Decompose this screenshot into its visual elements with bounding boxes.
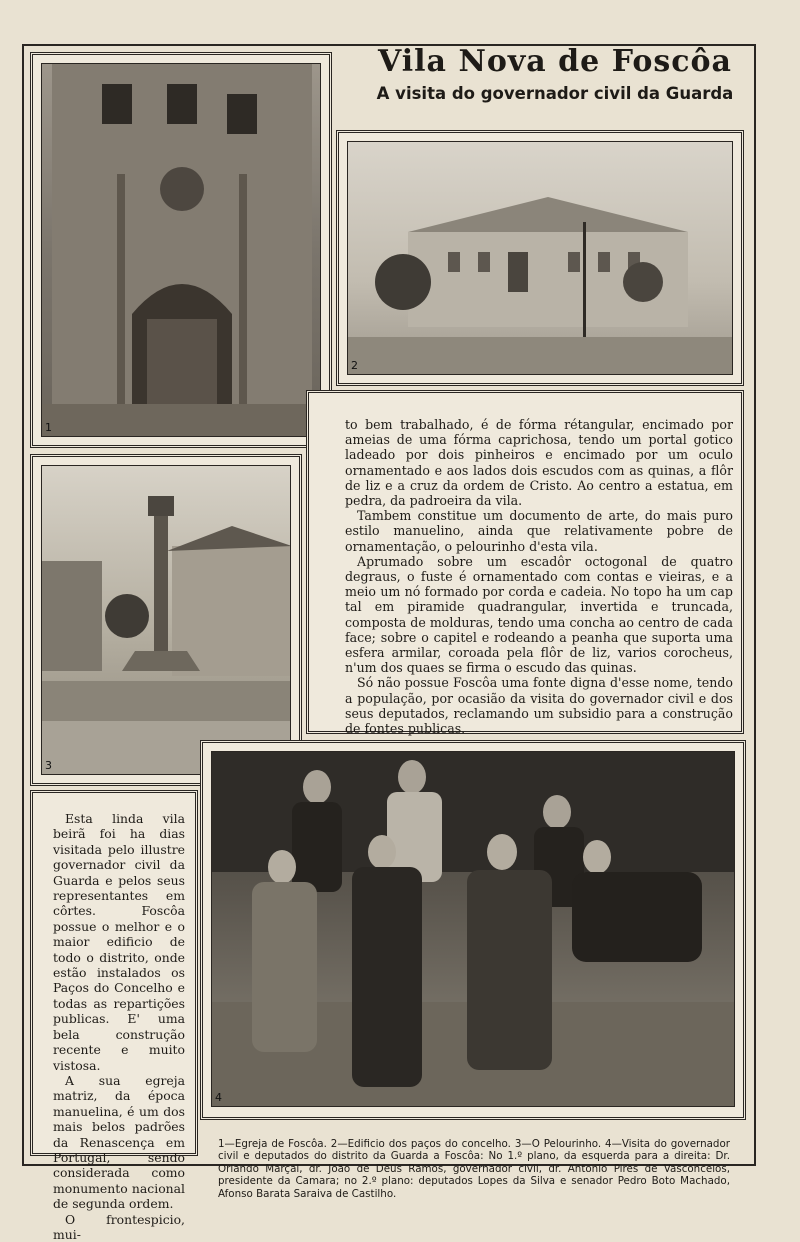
article-paragraph: O frontespicio, mui- [53,1211,185,1242]
church-illustration [42,64,321,437]
photo-frame-2 [336,130,744,386]
pillory-illustration [42,466,291,775]
article-paragraph: Aprumado sobre um escadôr octogonal de quatro degraus, o fuste é ornamentado com contas e vieiras, e a meio um nó formado por corda e cadeia. No topo ha um cap tal em piramide quadrangular, invertida e truncada, composta de molduras, tendo uma concha ao centro de cada face; sobre o capitel e rodeando a peanha que suporta uma esfera armilar, coroada pela flôr de liz, varios corocheus, n'um dos quaes se firma o escudo das quinas. [345,553,733,676]
photo-number-1: 1 [45,421,52,434]
article-left-column [53,811,185,1242]
photo-church [41,63,321,437]
photo-number-3: 3 [45,759,52,772]
article-box-right [306,390,744,737]
photo-frame-4 [200,740,746,1120]
title-block [350,44,760,104]
photo-number-2: 2 [351,359,358,372]
page-subtitle: A visita do governador civil da Guarda [376,84,734,103]
article-paragraph: A sua egreja matriz, da época manuelina, é um dos mais belos padrões da Renascença em Portugal, sendo considerada como monumento nacional de segunda ordem. [53,1072,185,1212]
page-title: Vila Nova de Foscôa [378,44,732,79]
photo-town-hall [347,141,733,375]
group-portrait-illustration [212,752,735,1107]
article-box-left [30,790,198,1242]
article-paragraph: Esta linda vila beirã foi ha dias visitada pelo illustre governador civil da Guarda e pelos seus representantes em côrtes. Foscôa possue o melhor e o maior edificio de todo o distrito, onde estão instalados os Paços do Concelho e todas as repartições publicas. E' uma bela construção recente e muito vistosa. [53,811,185,1073]
article-right-column [345,417,733,736]
article-paragraph: Tambem constitue um documento de arte, do mais puro estilo manuelino, ainda que relativamente pobre de ornamentação, o pelourinho d'esta vila. [345,508,733,554]
photo-caption: 1—Egreja de Foscôa. 2—Edificio dos paços do concelho. 3—O Pelourinho. 4—Visita do governador civil e deputados do distrito da Guarda a Foscôa: No 1.º plano, da esquerda para a direita: Dr. Orlando Marçal, dr. João de Deus Ramos, governador civil, dr. Antonio Pires de Vasconcelos, presidente da Camara; no 2.º plano: deputados Lopes da Silva e senador Pedro Boto Machado, Afonso Barata Saraiva de Castilho. [218,1138,730,1200]
photo-number-4: 4 [215,1091,222,1104]
article-paragraph: Só não possue Foscôa uma fonte digna d'esse nome, tendo a população, por ocasião da visita do governador civil e dos seus deputados, reclamando um subsidio para a construção de fontes publicas. [345,675,733,737]
photo-frame-1 [30,52,332,448]
photo-pillory [41,465,291,775]
photo-group-portrait [211,751,735,1107]
photo-frame-3 [30,454,302,786]
article-paragraph: to bem trabalhado, é de fórma rétangular, encimado por ameias de uma fórma caprichosa, tendo um portal gotico ladeado por dois pinheiros e encimado por um oculo ornamentado e aos lados dois escudos com as quinas, a flôr de liz e a cruz da ordem de Cristo. Ao centro a estatua, em pedra, da padroeira da vila. [345,417,733,509]
town-hall-illustration [348,142,733,375]
